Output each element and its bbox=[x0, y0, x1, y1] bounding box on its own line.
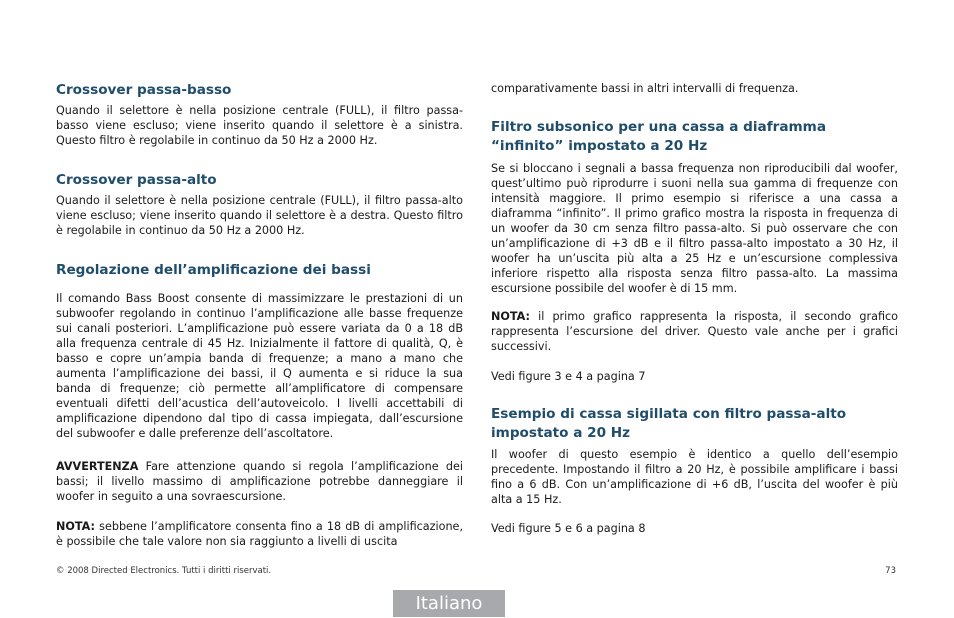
figure-reference-2: Vedi figure 5 e 6 a pagina 8 bbox=[491, 522, 646, 535]
note-label-left: NOTA: bbox=[56, 520, 95, 533]
heading-sealed-box: Esempio di cassa sigillata con filtro passa-alto impostato a 20 Hz bbox=[491, 406, 847, 441]
note-block-left bbox=[56, 519, 463, 549]
heading-bass-boost: Regolazione dell’amplificazione dei bassi bbox=[56, 262, 371, 278]
heading-subsonic-filter: Filtro subsonico per una cassa a diaframma “infinito” impostato a 20 Hz bbox=[491, 119, 827, 154]
warning-text: Fare attenzione quando si regola l’amplificazione dei bassi; il livello massimo di amplificazione potrebbe danneggiare il woofer in seguito a una sovraescursione. bbox=[56, 460, 463, 503]
warning-label: AVVERTENZA bbox=[56, 460, 139, 473]
note-text-right: il primo grafico rappresenta la risposta, il secondo grafico rappresenta l’escursione del driver. Questo vale anche per i grafici successivi. bbox=[491, 310, 898, 353]
paragraph-subsonic-filter: Se si bloccano i segnali a bassa frequenza non riproducibili dal woofer, quest’ultimo può riprodurre i suoni nella sua gamma di frequenze con intensità maggiore. Il primo esempio si riferisce a una cassa a diaframma “infinito”. Il primo grafico mostra la risposta in frequenza di un woofer da 30 cm senza filtro passa-alto. Si può osservare che con un’amplificazione di +3 dB e il filtro passa-alto impostato a 30 Hz, il woofer ha un’uscita più alta a 25 Hz e un’escursione complessiva inferiore rispetto alla risposta senza filtro passa-alto. La massima escursione possibile del woofer è di 15 mm. bbox=[491, 162, 898, 295]
section-sealed-box bbox=[491, 405, 898, 507]
section-crossover-high-pass bbox=[56, 171, 463, 238]
paragraph-crossover-low-pass: Quando il selettore è nella posizione centrale (FULL), il filtro passa-basso viene escluso; viene inserito quando il selettore è a sinistra. Questo filtro è regolabile in continuo da 50 Hz a 2000 Hz. bbox=[56, 104, 463, 147]
page-number: 73 bbox=[885, 566, 896, 576]
note-paragraph-left bbox=[56, 519, 463, 549]
note-text-left: sebbene l’amplificatore consenta fino a 18 dB di amplificazione, è possibile che tale valore non sia raggiunto a livelli di uscita bbox=[56, 520, 463, 548]
warning-block bbox=[56, 459, 463, 504]
heading-crossover-high-pass: Crossover passa-alto bbox=[56, 172, 217, 188]
continuation-block bbox=[491, 81, 898, 96]
note-block-right bbox=[491, 309, 898, 354]
paragraph-sealed-box: Il woofer di questo esempio è identico a quello dell’esempio precedente. Impostando il filtro a 20 Hz, è possibile amplificare i bassi fino a 6 dB. Con un’amplificazione di +6 dB, l’uscita del woofer è più alta a 15 Hz. bbox=[491, 448, 898, 506]
figure-reference-2-block bbox=[491, 521, 898, 536]
paragraph-bass-boost: Il comando Bass Boost consente di massimizzare le prestazioni di un subwoofer regolando in continuo l’amplificazione alle basse frequenze sui canali posteriori. L’amplificazione può essere variata da 0 a 18 dB alla frequenza centrale di 45 Hz. Inizialmente il fattore di qualità, Q, è basso e copre un’ampia banda di frequenze; a mano a mano che aumenta l’amplificazione dei bassi, il Q aumenta e si riduce la sua banda di frequenze; ciò permette all’amplificatore di compensare eventuali difetti dell’acustica dell’autoveicolo. I livelli accettabili di amplificazione dipendono dal tipo di cassa impiegata, dall’escursione del subwoofer e dalle preferenze dell’ascoltatore. bbox=[56, 292, 463, 440]
paragraph-crossover-high-pass: Quando il selettore è nella posizione centrale (FULL), il filtro passa-alto viene escluso; viene inserito quando il selettore è a destra. Questo filtro è regolabile in continuo da 50 Hz a 2000 Hz. bbox=[56, 194, 463, 237]
section-bass-boost bbox=[56, 261, 463, 441]
section-subsonic-filter bbox=[491, 118, 898, 296]
language-tab: Italiano bbox=[393, 590, 505, 617]
figure-reference-1: Vedi figure 3 e 4 a pagina 7 bbox=[491, 370, 646, 383]
section-crossover-low-pass bbox=[56, 81, 463, 148]
note-paragraph-right bbox=[491, 309, 898, 354]
figure-reference-1-block bbox=[491, 369, 898, 384]
note-label-right: NOTA: bbox=[491, 310, 530, 323]
copyright-notice: © 2008 Directed Electronics. Tutti i diritti riservati. bbox=[56, 566, 272, 576]
heading-crossover-low-pass: Crossover passa-basso bbox=[56, 82, 232, 98]
warning-paragraph bbox=[56, 459, 463, 504]
continuation-paragraph: comparativamente bassi in altri intervalli di frequenza. bbox=[491, 82, 799, 95]
